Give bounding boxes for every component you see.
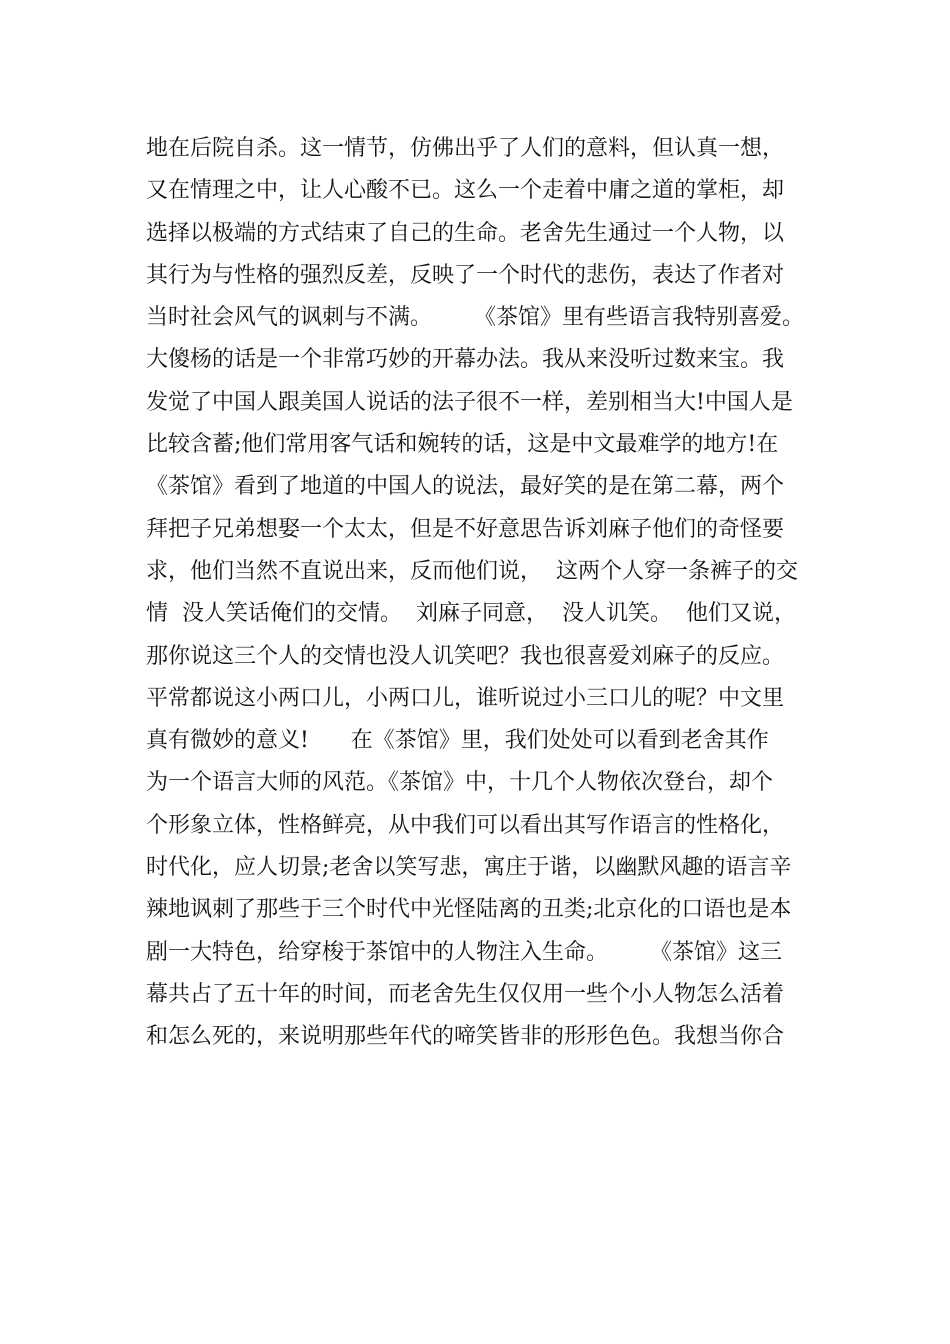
text-line: 幕共占了五十年的时间，而老舍先生仅仅用一些个小人物怎么活着	[146, 981, 785, 1007]
text-line: 和怎么死的，来说明那些年代的啼笑皆非的形形色色。我想当你合	[146, 1024, 785, 1050]
text-line: 那你说这三个人的交情也没人讥笑吧？我也很喜爱刘麻子的反应。	[146, 643, 785, 669]
body-text	[146, 128, 826, 1059]
text-line: 又在情理之中，让人心酸不已。这么一个走着中庸之道的掌柜，却	[146, 178, 785, 204]
text-line: 辣地讽刺了那些于三个时代中光怪陆离的丑类;北京化的口语也是本	[146, 897, 792, 923]
text-line: 剧一大特色，给穿梭于茶馆中的人物注入生命。 《茶馆》这三	[146, 939, 782, 965]
text-line: 地在后院自杀。这一情节，仿佛出乎了人们的意料，但认真一想，	[146, 136, 785, 161]
text-line: 其行为与性格的强烈反差，反映了一个时代的悲伤，表达了作者对	[146, 262, 785, 288]
text-line: 选择以极端的方式结束了自己的生命。老舍先生通过一个人物，以	[146, 220, 785, 246]
text-line: 为一个语言大师的风范。《茶馆》中，十几个人物依次登台，却个	[146, 770, 774, 796]
text-line: 时代化，应人切景;老舍以笑写悲，寓庄于谐，以幽默风趣的语言辛	[146, 855, 792, 881]
text-line: 发觉了中国人跟美国人说话的法子很不一样，差别相当大!中国人是	[146, 389, 793, 415]
text-line: 平常都说这小两口儿，小两口儿，谁听说过小三口儿的呢？中文里	[146, 685, 785, 711]
text-line: 大傻杨的话是一个非常巧妙的开幕办法。我从来没听过数来宝。我	[146, 347, 785, 373]
text-line: 当时社会风气的讽刺与不满。 《茶馆》里有些语言我特别喜爱。	[146, 305, 804, 331]
text-line: 《茶馆》看到了地道的中国人的说法，最好笑的是在第二幕，两个	[146, 474, 785, 500]
text-line: 真有微妙的意义! 在《茶馆》里，我们处处可以看到老舍其作	[146, 728, 769, 754]
text-line: 拜把子兄弟想娶一个太太，但是不好意思告诉刘麻子他们的奇怪要	[146, 516, 785, 542]
text-line: 比较含蓄;他们常用客气话和婉转的话，这是中文最难学的地方!在	[146, 432, 779, 458]
text-line: 求，他们当然不直说出来，反而他们说， 这两个人穿一条裤子的交	[146, 558, 798, 584]
text-line: 个形象立体，性格鲜亮，从中我们可以看出其写作语言的性格化，	[146, 812, 785, 838]
text-line: 情 没人笑话俺们的交情。 刘麻子同意， 没人讥笑。 他们又说，	[146, 601, 796, 627]
